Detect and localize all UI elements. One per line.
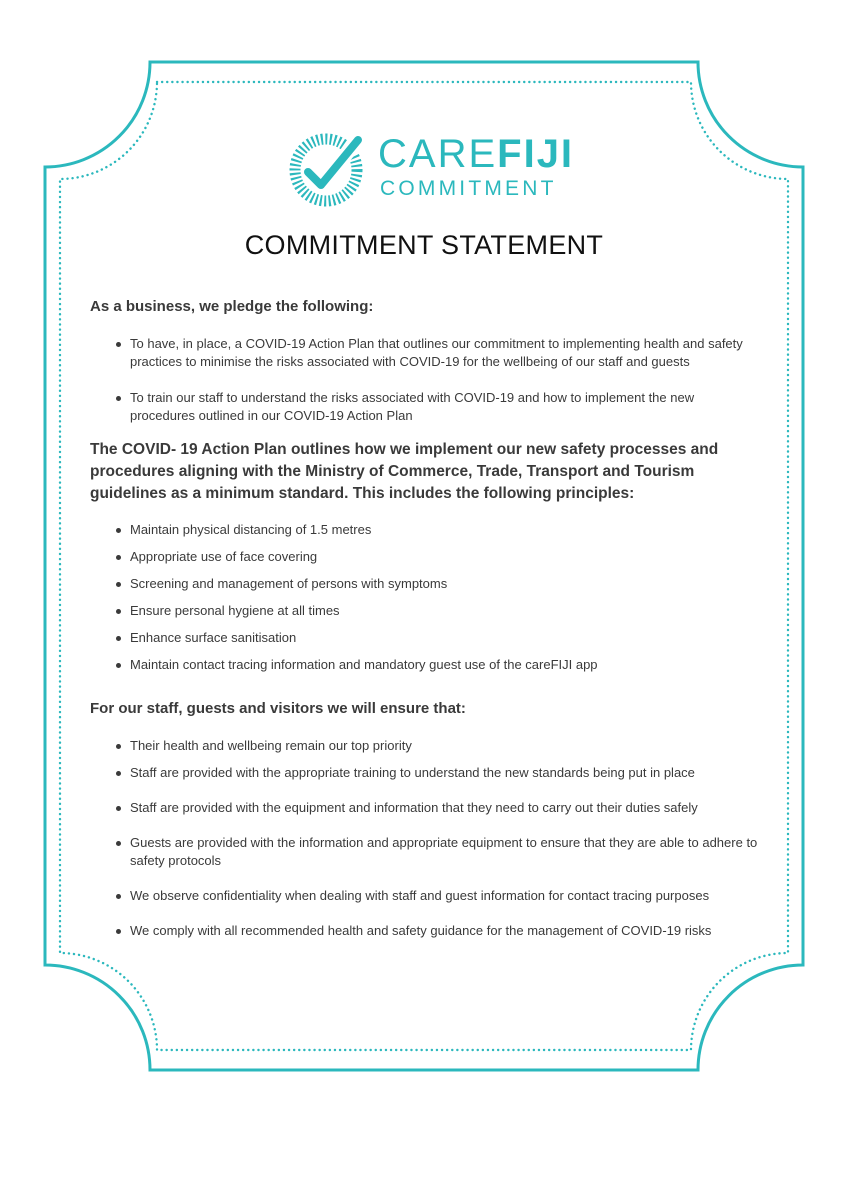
list-item: Maintain physical distancing of 1.5 metres [130,521,760,539]
logo-subtitle: COMMITMENT [380,177,557,200]
list-item: We comply with all recommended health and safety guidance for the management of COVID-19 risks [130,922,760,940]
section1-heading: As a business, we pledge the following: [90,298,374,315]
section3-list [90,737,760,940]
page-title: COMMITMENT STATEMENT [244,230,604,260]
list-item: Ensure personal hygiene at all times [130,602,760,620]
list-item: Guests are provided with the information and appropriate equipment to ensure that they are able to adhere to safety protocols [130,834,760,870]
list-item: To have, in place, a COVID-19 Action Plan that outlines our commitment to implementing health and safety practices to minimise the risks associated with COVID-19 for the wellbeing of our staff and guests [130,335,760,371]
list-item: Screening and management of persons with symptoms [130,575,760,593]
list-item: To train our staff to understand the risks associated with COVID-19 and how to implement the new procedures outlined in our COVID-19 Action Plan [130,389,760,425]
list-item: Staff are provided with the equipment and information that they need to carry out their duties safely [130,799,760,817]
document-body [90,298,760,940]
section2-heading: The COVID- 19 Action Plan outlines how we implement our new safety processes and procedures aligning with the Ministry of Commerce, Trade, Transport and Tourism guidelines as a minimum standard. This includes the following principles: [90,441,719,502]
list-item: Maintain contact tracing information and mandatory guest use of the careFIJI app [130,656,760,674]
list-item: We observe confidentiality when dealing with staff and guest information for contact tracing purposes [130,887,760,905]
list-item: Appropriate use of face covering [130,548,760,566]
list-item: Enhance surface sanitisation [130,629,760,647]
section2-list [90,521,760,674]
section1-list [90,335,760,425]
carefiji-logo [286,130,575,210]
section3-heading: For our staff, guests and visitors we will ensure that: [90,700,466,717]
check-badge-icon [286,130,366,210]
list-item: Staff are provided with the appropriate training to understand the new standards being put in place [130,764,760,782]
list-item: Their health and wellbeing remain our top priority [130,737,760,755]
logo-wordmark: CAREFIJI [378,132,575,176]
